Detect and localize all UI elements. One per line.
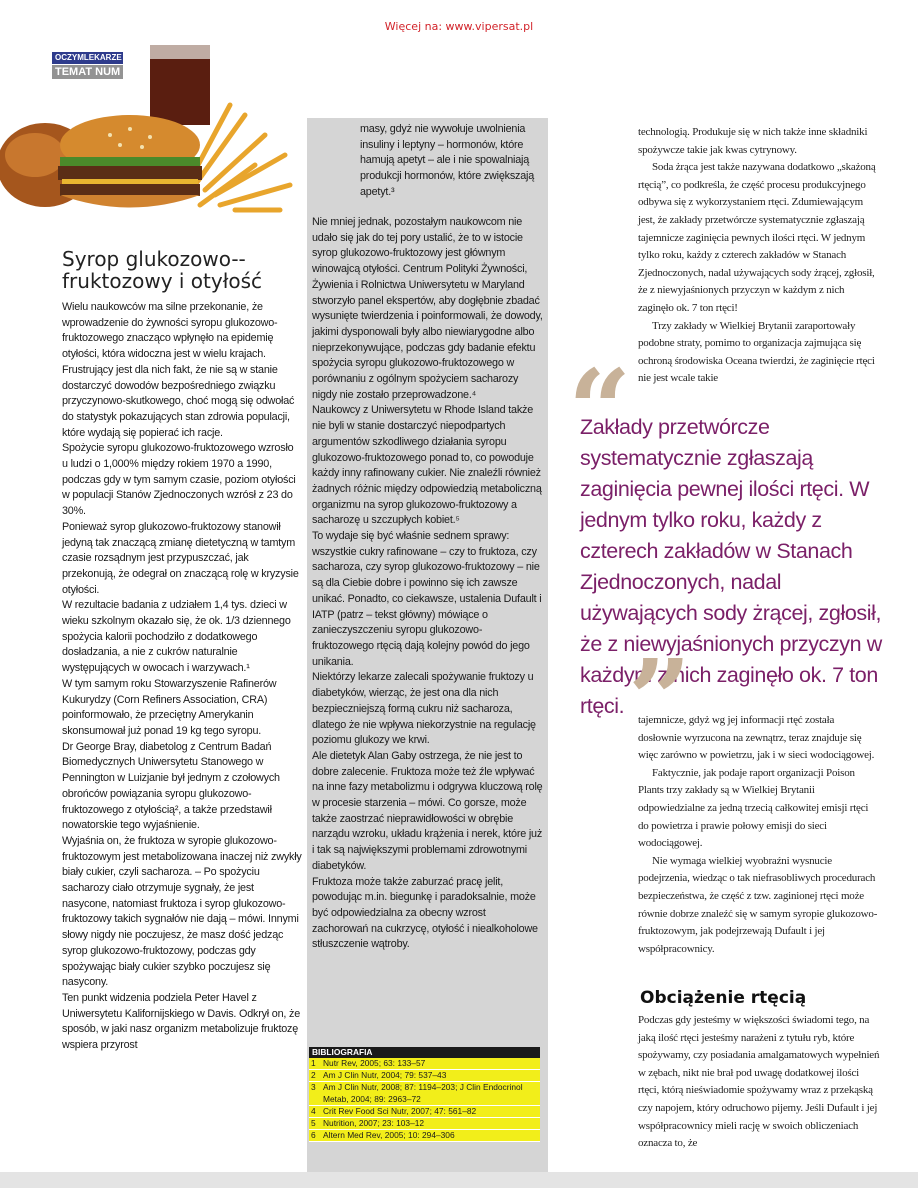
bibliography-num: 2 <box>311 1070 316 1081</box>
bibliography-item <box>309 1070 540 1082</box>
section-tag: OCZYMLEKARZE <box>52 52 123 64</box>
paragraph: Nie mniej jednak, pozostałym naukowcom nie udało się jak do tej pory ustalić, że to w istocie syrop glukozowo-fruktozowy jest głównym winowajcą otyłości. Centrum Polityki Żywności, Żywienia i Rolnictwa Uniwersytetu w Maryland stworzyło panel ekspertów, aby dogłębnie zbadać wysunięte twierdzenia i poinformowali, że dowody, jakimi dysponowali były albo niewiarygodne albo nieprzekonywujące, podczas gdy badanie efektu spożycia syropu glukozowo-fruktozowego w porównaniu z ogólnym spożyciem sacharozy nigdy nie zostało przeprowadzone.⁴ <box>312 216 543 401</box>
paragraph: Wyjaśnia on, że fruktoza w syropie glukozowo-fruktozowym jest metabolizowana inaczej niż zwykły biały cukier, czyli sacharoza. – Po spożyciu sacharozy ciało otrzymuje sygnały, że jest nasycone, natomiast fruktoza i syrop glukozowo-fruktozowy takich sygnałów nie dają – mówi. Innymi słowy nigdy nie poczujesz, że masz dość jedząc syrop glukozowo-fruktozowy, podczas gdy spożywając biały cukier szybko poczujesz się nasycony. <box>62 834 302 989</box>
bibliography-text: Am J Clin Nutr, 2008; 87: 1194–203; J Clin Endocrinol Metab, 2004; 89: 2963–72 <box>323 1082 523 1104</box>
page-footer-bar <box>0 1172 918 1188</box>
paragraph: Niektórzy lekarze zalecali spożywanie fruktozy u diabetyków, wierząc, że jest ona dla nich bezpieczniejszą formą cukru niż sacharoza, dlatego że nie wpływa niekorzystnie na regulację poziomu glukozy we krwi. <box>312 671 536 747</box>
bibliography-item <box>309 1106 540 1118</box>
paragraph: Wielu naukowców ma silne przekonanie, że wprowadzenie do żywności syropu glukozowo-fruktozowego znacząco wpłynęło na epidemię otyłości, która widoczna jest w wielu krajach. <box>62 301 278 361</box>
svg-text:“: “ <box>568 345 632 474</box>
site-banner[interactable]: Więcej na: www.vipersat.pl <box>384 20 534 33</box>
bibliography-item <box>309 1118 540 1130</box>
section-subtag: TEMAT NUM <box>52 65 123 79</box>
sidebar-column-2-top <box>360 122 545 201</box>
paragraph: Ponieważ syrop glukozowo-fruktozowy stanowił jedyną tak znaczącą zmianę dietetyczną w tamtym czasie rozsądnym jest przypuszczać, jak przekonują, że odegrał on znaczącą rolę w kryzysie otyłości. <box>62 520 299 596</box>
food-photo <box>0 45 300 245</box>
bibliography-num: 5 <box>311 1118 316 1129</box>
bibliography-num: 6 <box>311 1130 316 1141</box>
paragraph: Faktycznie, jak podaje raport organizacji Poison Plants trzy zakłady są w Wielkiej Brytanii odpowiedzialne za jedną trzecią całkowitej emisji rtęci do powietrza i prawie połowy emisji do sieci wodociągowej. <box>638 766 869 850</box>
paragraph: tajemnicze, gdyż wg jej informacji rtęć została dosłownie wyrzucona na zewnątrz, teraz znajduje się więc zarówno w powietrzu, jak i w sieci wodociągowej. <box>638 714 875 762</box>
paragraph: To wydaje się być właśnie sednem sprawy: wszystkie cukry rafinowane – czy to fruktoza, czy sacharoza, czy syrop glukozowo-fruktozowy – nie są dla Ciebie dobre i powinno się ich zawsze unikać. Ponadto, co ciekawsze, ustalenia Dufault i IATP (patrz – tekst główny) mówiące o zanieczyszczeniu syropu glukozowo-fruktozowego rtęcią dają kolejny powód do jego unikania. <box>312 530 542 668</box>
main-column-top <box>638 124 880 388</box>
bibliography-text: Nutr Rev, 2005; 63: 133–57 <box>323 1058 426 1068</box>
bibliography-text: Crit Rev Food Sci Nutr, 2007; 47: 561–82 <box>323 1105 477 1116</box>
main-column-middle <box>638 712 880 958</box>
sidebar-column-1 <box>62 300 302 1054</box>
paragraph: Spożycie syropu glukozowo-fruktozowego wzrosło u ludzi o 1,000% między rokiem 1970 a 1990, podczas gdy w tym samym czasie, poziom otyłości w populacji Stanów Zjednoczonych wzrósł z 23 do 30%. <box>62 442 296 518</box>
svg-text:”: ” <box>628 635 692 764</box>
section-heading: Obciążenie rtęcią <box>640 988 807 1008</box>
article-title: Syrop glukozowo--fruktozowy i otyłość <box>62 247 263 293</box>
paragraph: Soda żrąca jest także nazywana dodatkowo „skażoną rtęcią”, co podkreśla, że część procesu produkcyjnego odbywa się z wykorzystaniem rtęci. Zdumiewającym jest, że zakłady przetwórcze systematycznie zgłaszają tajemnicze zaginięcia pewnych ilości rtęci. W jednym tylko roku, każdy z czterech zakładów w Stanach Zjednoczonych, nadal używających sody żrącej, zgłosił, że z niewyjaśnionych przyczyn w każdym z nich zaginęło ok. 7 ton rtęci! <box>638 161 876 314</box>
bibliography-heading: BIBLIOGRAFIA <box>309 1047 540 1058</box>
main-column-bottom <box>638 1012 880 1153</box>
bibliography-text: Nutrition, 2007; 23: 103–12 <box>323 1118 425 1129</box>
paragraph: Naukowcy z Uniwersytetu w Rhode Island także nie byli w stanie dostarczyć niepodpartych argumentów szkodliwego działania syropu glukozowo-fruktozowego ponad to, co powoduje każdy inny rafinowany cukier. Nie znaleźli również żadnych różnic między odpowiedzią metaboliczną organizmu na syrop glukozowo-fruktozowy a sacharozę u szczupłych kobiet.⁵ <box>312 404 542 527</box>
bibliography-text: Am J Clin Nutr, 2004; 79: 537–43 <box>323 1070 447 1081</box>
paragraph: W tym samym roku Stowarzyszenie Rafinerów Kukurydzy (Corn Refiners Association, CRA) poinformowało, że przeciętny Amerykanin skonsumował już ponad 19 kg tego syropu. <box>62 677 277 737</box>
close-quote-icon <box>628 635 700 764</box>
paragraph: Nie wymaga wielkiej wyobraźni wysnucie podejrzenia, wiedząc o tak niefrasobliwych procedurach bezpieczeństwa, że część z tzw. zaginionej rtęci może równie dobrze znaleźć się w samym syropie glukozowo-fruktozowym, jak podejrzewają Dufault i jej współpracownicy. <box>638 854 878 955</box>
paragraph: Fruktoza może także zaburzać pracę jelit, powodując m.in. biegunkę i paradoksalnie, może być odpowiedzialna za obecny wzrost zachorowań na cukrzycę, otyłość i niealkoholowe stłuszczenie wątroby. <box>312 875 538 951</box>
paragraph: W rezultacie badania z udziałem 1,4 tys. dzieci w wieku szkolnym okazało się, że ok. 1/3 dziennego spożycia kalorii pochodziło z dodatkowego dosładzania, a nie z cukrów naturalnie występujących w owocach i warzywach.¹ <box>62 599 291 675</box>
bibliography-num: 1 <box>311 1058 316 1068</box>
bibliography-text: Altern Med Rev, 2005; 10: 294–306 <box>323 1130 455 1141</box>
paragraph: Podczas gdy jesteśmy w większości świadomi tego, na jaką ilość rtęci jesteśmy narażeni z tytułu ryb, które spożywamy, czy posiadania amalgamatowych wypełnień w zębach, nikt nie brał pod uwagę dodatkowej ilości rtęci, którą nieświadomie spożywamy wraz z przekąską czy napojem, który odruchowo pijemy. Jeśli Dufault i jej współpracownicy mieli rację w swoich obliczeniach oznacza to, że <box>638 1014 880 1150</box>
paragraph: Trzy zakłady w Wielkiej Brytanii zaraportowały podobne straty, pomimo to organizacja zajmująca się ochroną środowiska Oceana twierdzi, że zaginięcie rtęci nie jest wcale takie <box>638 319 875 385</box>
paragraph: Ten punkt widzenia podziela Peter Havel z Uniwersytetu Kalifornijskiego w Davis. Odkrył on, że sposób, w jaki nasz organizm metabolizuje fruktozę wspiera przyrost <box>62 991 301 1052</box>
bibliography-item <box>309 1058 540 1070</box>
paragraph: Frustrujący jest dla nich fakt, że nie są w stanie dostarczyć dowodów bezpośredniego związku przyczynowo-skutkowego, choć mogą się odwołać do statystyk pokazujących stan zdrowia populacji, które wydają się popierać ich racje. <box>62 363 295 439</box>
sidebar-column-2 <box>312 215 544 953</box>
pull-quote: Zakłady przetwórcze systematycznie zgłaszają zaginięcia pewnej ilości rtęci. W jednym tylko roku, każdy z czterech zakładów w Stanach Zjednoczonych, nadal używających sody żrącej, zgłosił, że z niewyjaśnionych przyczyn w każdym z nich zaginęło ok. 7 ton rtęci. <box>580 415 882 718</box>
bibliography-num: 3 <box>311 1082 316 1093</box>
paragraph: Ale dietetyk Alan Gaby ostrzega, że nie jest to dobre zalecenie. Fruktoza może też źle wpływać na inne fazy metabolizmu i odgrywa kluczową rolę w procesie starzenia – mówi. Co gorsze, może także zaostrzać nieprawidłowości w obrębie narządu wzroku, układu krążenia i nerek, które już i tak są największymi problemami zdrowotnymi diabetyków. <box>312 749 543 872</box>
paragraph: Dr George Bray, diabetolog z Centrum Badań Biomedycznych Uniwersytetu Stanowego w Pennington w Luizjanie był jednym z czołowych obrońców powiązania syropu glukozowo-fruktozowego z otyłością², a także przedstawił nowatorskie tego wyjaśnienie. <box>62 740 280 832</box>
paragraph: technologią. Produkuje się w nich także inne składniki spożywcze takie jak kwas cytrynowy. <box>638 126 868 156</box>
bibliography <box>309 1047 540 1142</box>
bibliography-num: 4 <box>311 1105 316 1116</box>
bibliography-item <box>309 1082 540 1105</box>
bibliography-item <box>309 1130 540 1142</box>
paragraph: masy, gdyż nie wywołuje uwolnienia insuliny i leptyny – hormonów, które hamują apetyt – ale i nie spowalniają produkcji hormonów, które zwiększają apetyt.³ <box>360 123 535 198</box>
